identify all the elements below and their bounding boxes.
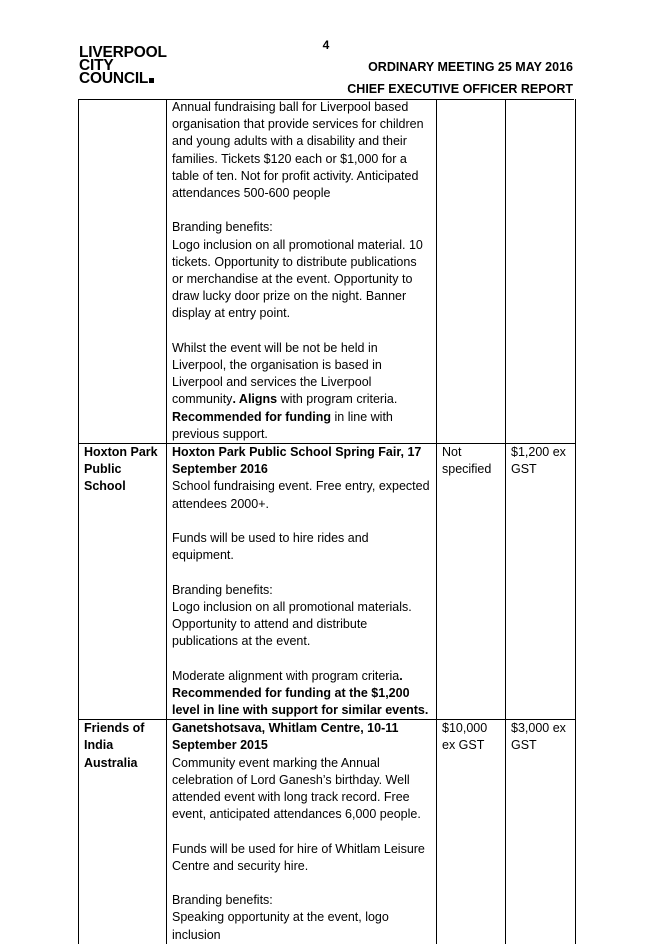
recommended-cell (506, 99, 576, 444)
alignment-text: Moderate alignment with program criteria. Recommended for funding at the $1,200 level in line with support for similar events. (172, 668, 429, 718)
grants-table (78, 99, 576, 944)
table-row (79, 444, 576, 720)
event-description: Community event marking the Annual celebration of Lord Ganesh’s birthday. Well attended event with long track record. Free event, anticipated attendances 6,000 people. (172, 755, 421, 822)
event-title: Ganetshotsava, Whitlam Centre, 10-11 September 2015 (172, 721, 399, 753)
table-row (79, 720, 576, 944)
branding-text: Logo inclusion on all promotional materials. Opportunity to attend and distribute publications at the event. (172, 599, 412, 649)
page-number: 4 (322, 38, 330, 52)
funds-use: Funds will be used to hire rides and equipment. (172, 531, 369, 563)
details-cell (167, 444, 437, 720)
details-cell (167, 99, 437, 444)
details-cell (167, 720, 437, 944)
branding-label: Branding benefits: (172, 893, 273, 908)
requested-cell: $10,000 ex GST (437, 720, 506, 944)
organisation-cell (79, 99, 167, 444)
alignment-text: Whilst the event will be not be held in Liverpool, the organisation is based in Liverpool and services the Liverpool community. Aligns with program criteria. Recommended for funding in line with previous support. (172, 340, 398, 441)
branding-text: Logo inclusion on all promotional material. 10 tickets. Opportunity to distribute publications or merchandise at the event. Opportunity to draw lucky door prize on the night. Banner display at entry point. (172, 237, 423, 321)
table-row (79, 99, 576, 444)
event-title: Hoxton Park Public School Spring Fair, 17 September 2016 (172, 445, 422, 477)
report-title: CHIEF EXECUTIVE OFFICER REPORT (347, 82, 573, 96)
recommended-cell: $3,000 ex GST (506, 720, 576, 944)
requested-cell: Not specified (437, 444, 506, 720)
logo-line-3: COUNCIL (79, 70, 149, 87)
recommended-cell: $1,200 ex GST (506, 444, 576, 720)
meeting-title: ORDINARY MEETING 25 MAY 2016 (368, 60, 573, 74)
organisation-cell: Friends of India Australia (79, 720, 167, 944)
logo-dot-icon (149, 78, 154, 83)
event-description: Annual fundraising ball for Liverpool based organisation that provide services for children and young adults with a disability and their families. Tickets $120 each or $1,000 for a table of ten. Not for profit activity. Anticipated attendances 500-600 people (172, 100, 424, 201)
event-description: School fundraising event. Free entry, expected attendees 2000+. (172, 479, 430, 511)
funds-use: Funds will be used for hire of Whitlam Leisure Centre and security hire. (172, 841, 425, 873)
organisation-cell: Hoxton Park Public School (79, 444, 167, 720)
logo-line-1: LIVERPOOL (79, 44, 167, 61)
branding-label: Branding benefits: (172, 582, 273, 597)
branding-label: Branding benefits: (172, 220, 273, 235)
requested-cell (437, 99, 506, 444)
header-rule (78, 99, 574, 100)
branding-text: Speaking opportunity at the event, logo inclusion (172, 910, 389, 942)
logo-line-2: CITY (79, 57, 114, 74)
